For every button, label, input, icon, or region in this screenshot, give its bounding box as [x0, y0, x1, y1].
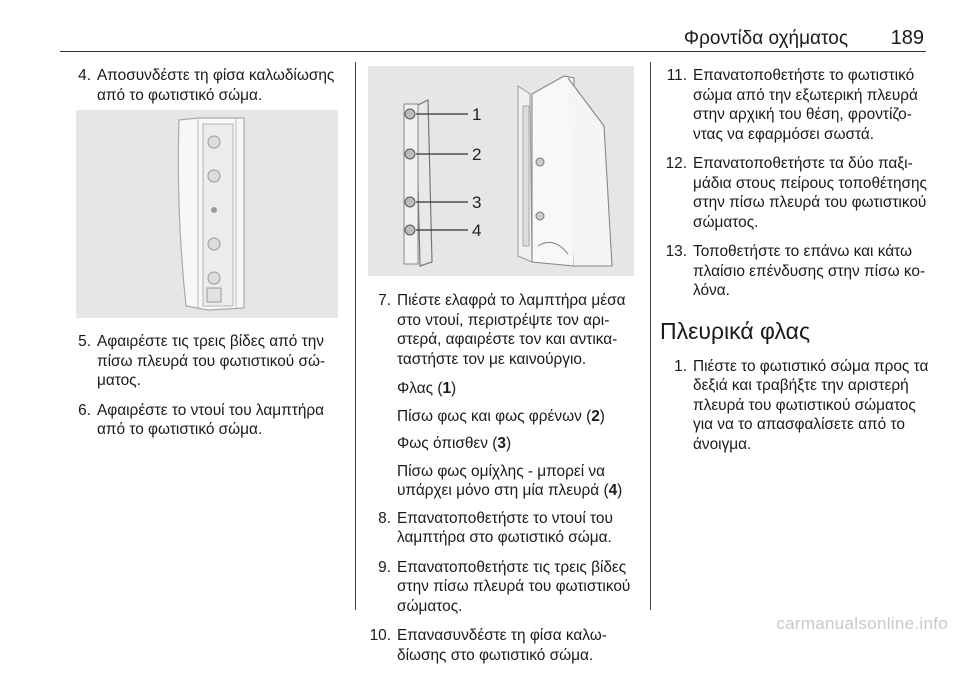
step-number: 8.: [378, 509, 391, 527]
step-10: [364, 626, 640, 665]
step-number: 5.: [78, 333, 91, 350]
bulb-tail-brake: [397, 407, 640, 427]
step-number: 7.: [378, 292, 391, 309]
bulb-list: [364, 379, 640, 501]
step-8: [364, 509, 640, 548]
step-text: Πιέστε το φωτιστικό σώμα προς τα δεξιά και τραβήξτε την αριστερή πλευρά του φωτιστικού σώματος για να το απασφαλίσετε από το άνοιγμα.: [693, 357, 929, 453]
step-text: Επανατοποθετήστε το ντουί του λαμπτήρα στο φωτιστικό σώμα.: [397, 509, 613, 546]
bulb-label: Πίσω φως και φως φρένων (: [397, 407, 592, 425]
column-right: [660, 66, 930, 464]
bulb-holder-figure: [368, 66, 634, 276]
bulb-fog: [397, 462, 640, 501]
step-number: 6.: [78, 401, 91, 419]
bulb-label: Πίσω φως ομίχλης - μπορεί να υπάρχει μόνο στη μία πλευρά (: [397, 462, 609, 499]
bulb-ref: 3: [497, 435, 506, 452]
step-number: 9.: [378, 558, 391, 576]
page-number: 189: [890, 27, 924, 49]
bulb-ref: 2: [591, 407, 600, 425]
step-text: Αποσυνδέστε τη φίσα καλωδίωσης από το φωτιστικό σώμα.: [97, 67, 335, 104]
step-9: [364, 558, 640, 617]
step-text: Αφαιρέστε το ντουί του λαμπτήρα από το φωτιστικό σώμα.: [97, 401, 325, 438]
step-number: 10.: [369, 627, 391, 644]
bulb-paren: ): [451, 380, 457, 397]
callout-4: 4: [472, 221, 482, 240]
tail-light-rear-figure: [76, 110, 338, 318]
bulb-paren: ): [617, 482, 623, 499]
step-text: Επανατοποθετήστε το φωτιστικό σώμα από την εξωτερική πλευρά στην αρχική του θέση, φροντίζοντας να εφαρμόσει σωστά.: [693, 67, 918, 143]
bulb-label: Φλας (: [397, 380, 443, 397]
step-number: 1.: [674, 357, 687, 375]
section-title: Πλευρικά φλας: [660, 317, 811, 344]
bulb-ref: 4: [608, 482, 618, 499]
column-left-lower: [70, 332, 345, 450]
bulb-label: Φως όπισθεν (: [397, 435, 498, 452]
watermark: carmanualsonline.info: [776, 614, 948, 633]
page-header: [60, 22, 926, 52]
callout-2: 2: [472, 145, 482, 164]
step-number: 11.: [666, 67, 687, 84]
running-title: Φροντίδα οχήματος: [683, 28, 848, 49]
column-middle: [364, 291, 640, 675]
bulb-reverse: [397, 434, 640, 454]
step-number: 13.: [665, 243, 687, 260]
step-text: Αφαιρέστε τις τρεις βίδες από την πίσω πλευρά του φωτιστικού σώματος.: [97, 333, 326, 389]
column-divider: [650, 62, 651, 610]
step-text: Επανασυνδέστε τη φίσα καλωδίωσης στο φωτιστικό σώμα.: [397, 627, 607, 664]
callout-1: 1: [472, 105, 482, 124]
step-6: [70, 401, 345, 440]
step-11: [660, 66, 930, 144]
header-rule: [60, 51, 926, 52]
bulb-indicator: [397, 379, 640, 399]
column-left: [70, 66, 345, 115]
step-number: 12.: [665, 155, 687, 172]
bulb-paren: ): [599, 407, 605, 425]
step-4: [70, 66, 345, 105]
bulb-ref: 1: [442, 380, 452, 397]
step-5: [70, 332, 345, 391]
bulb-paren: ): [505, 435, 512, 452]
step-text: Επανατοποθετήστε τις τρεις βίδες στην πίσω πλευρά του φωτιστικού σώματος.: [397, 558, 631, 615]
step-12: [660, 154, 930, 232]
callout-3: 3: [472, 193, 482, 212]
step-7: [364, 291, 640, 369]
step-text: Επανατοποθετήστε τα δύο παξιμάδια στους πείρους τοποθέτησης στην πίσω πλευρά του φωτιστικού σώματος.: [693, 155, 927, 231]
step-text: Πιέστε ελαφρά το λαμπτήρα μέσα στο ντουί, περιστρέψτε τον αριστερά, αφαιρέστε τον και αντικαταστήστε τον με καινούργιο.: [397, 292, 626, 368]
side-step-1: [660, 357, 930, 455]
step-text: Τοποθετήστε το επάνω και κάτω πλαίσιο επένδυσης στην πίσω κολόνα.: [693, 243, 926, 299]
column-divider: [355, 62, 356, 610]
step-13: [660, 242, 930, 301]
step-number: 4.: [78, 67, 91, 84]
